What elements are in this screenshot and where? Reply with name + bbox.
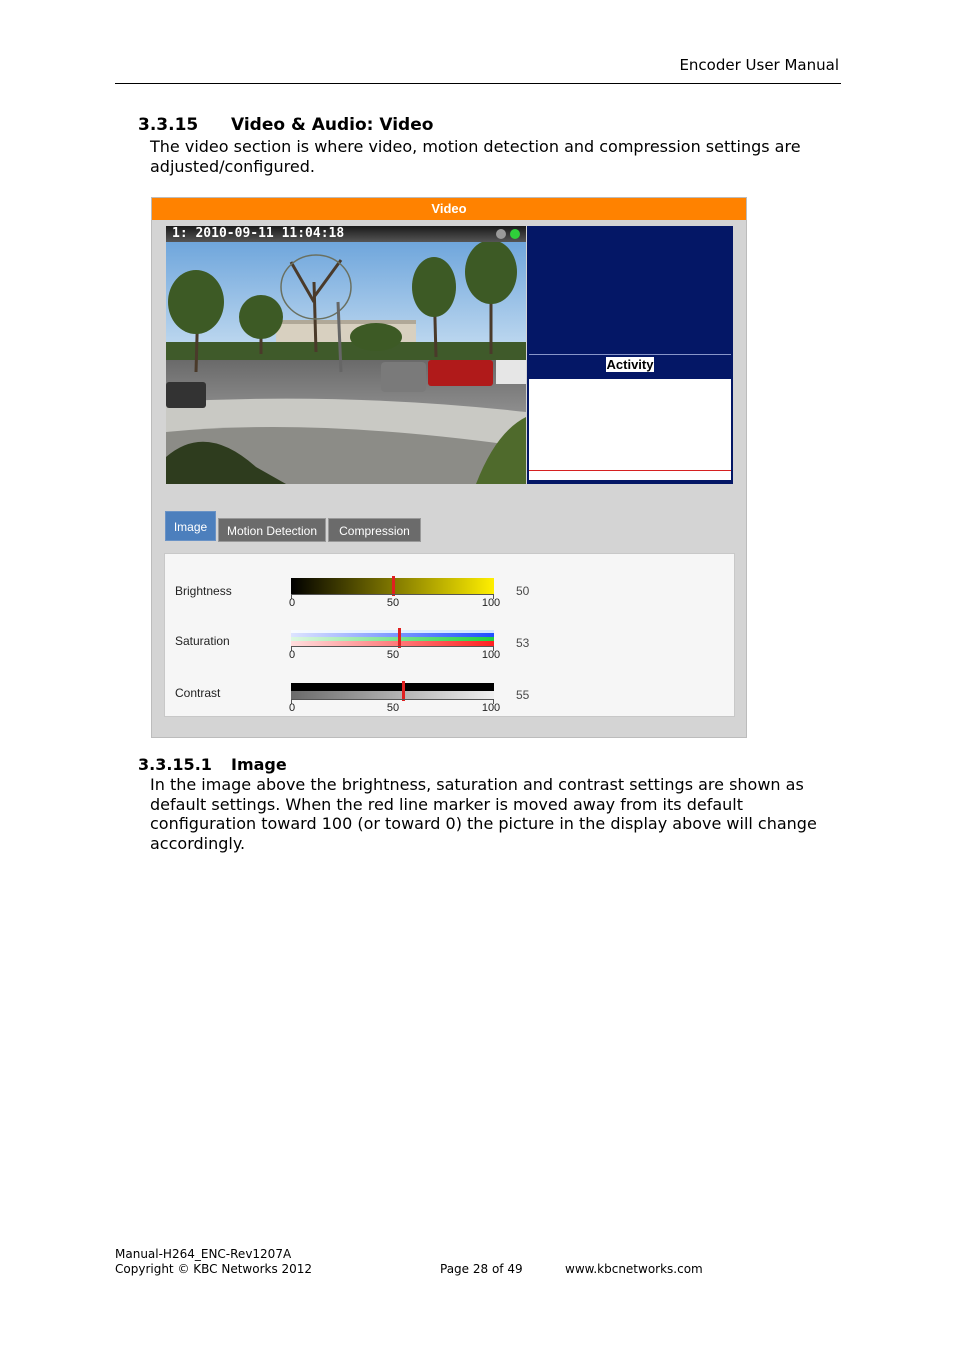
- brightness-value: 50: [516, 584, 530, 598]
- tab-compression[interactable]: Compression: [328, 518, 421, 542]
- footer-copyright: Copyright © KBC Networks 2012: [115, 1262, 313, 1276]
- contrast-label: Contrast: [175, 686, 221, 700]
- record-status-icon: [496, 229, 506, 239]
- video-settings-screenshot: [151, 197, 747, 738]
- section-number: 3.3.15: [138, 115, 199, 135]
- footer-page-number: Page 28 of 49: [440, 1262, 523, 1276]
- saturation-slider[interactable]: [291, 630, 494, 646]
- saturation-value: 53: [516, 636, 530, 650]
- subsection-heading: [138, 755, 287, 774]
- running-header-title: Encoder User Manual: [679, 56, 839, 74]
- saturation-max: 100: [481, 649, 501, 661]
- section-intro: The video section is where video, motion detection and compression settings are adjusted/configured.: [150, 137, 801, 176]
- tab-motion-detection[interactable]: Motion Detection: [218, 518, 326, 542]
- footer-doc-id: Manual-H264_ENC-Rev1207A: [115, 1247, 292, 1261]
- section-title: Video & Audio: Video: [231, 115, 434, 135]
- activity-threshold-line: [529, 470, 731, 471]
- brightness-min: 0: [288, 597, 296, 609]
- footer-website: www.kbcnetworks.com: [565, 1262, 703, 1276]
- saturation-marker[interactable]: [398, 628, 401, 648]
- brightness-marker[interactable]: [392, 576, 395, 596]
- camera-scene-image: [166, 242, 526, 484]
- connection-status-icon: [510, 229, 520, 239]
- activity-header: [529, 354, 731, 378]
- section-heading: [138, 115, 433, 135]
- subsection-title: Image: [231, 755, 287, 774]
- activity-label: Activity: [606, 357, 654, 372]
- activity-graph: [529, 379, 731, 480]
- image-settings-panel: [164, 553, 735, 717]
- brightness-label: Brightness: [175, 584, 232, 598]
- brightness-max: 100: [481, 597, 501, 609]
- subsection-body: In the image above the brightness, saturation and contrast settings are shown as default settings. When the red line marker is moved away from its default configuration toward 100 (or toward 0) the picture in the display above will change accordingly.: [150, 775, 817, 853]
- contrast-value: 55: [516, 688, 530, 702]
- tab-image[interactable]: Image: [165, 511, 216, 541]
- contrast-slider[interactable]: [291, 683, 494, 699]
- subsection-number: 3.3.15.1: [138, 755, 212, 774]
- contrast-max: 100: [481, 702, 501, 714]
- activity-panel: [527, 226, 733, 484]
- saturation-label: Saturation: [175, 634, 230, 648]
- contrast-mid: 50: [386, 702, 400, 714]
- panel-title-bar: Video: [152, 198, 746, 220]
- contrast-min: 0: [288, 702, 296, 714]
- live-video-view: [166, 226, 526, 484]
- video-timestamp-osd: 1: 2010-09-11 11:04:18: [166, 226, 526, 242]
- brightness-mid: 50: [386, 597, 400, 609]
- saturation-min: 0: [288, 649, 296, 661]
- contrast-marker[interactable]: [402, 681, 405, 701]
- saturation-mid: 50: [386, 649, 400, 661]
- header-rule: [115, 83, 841, 84]
